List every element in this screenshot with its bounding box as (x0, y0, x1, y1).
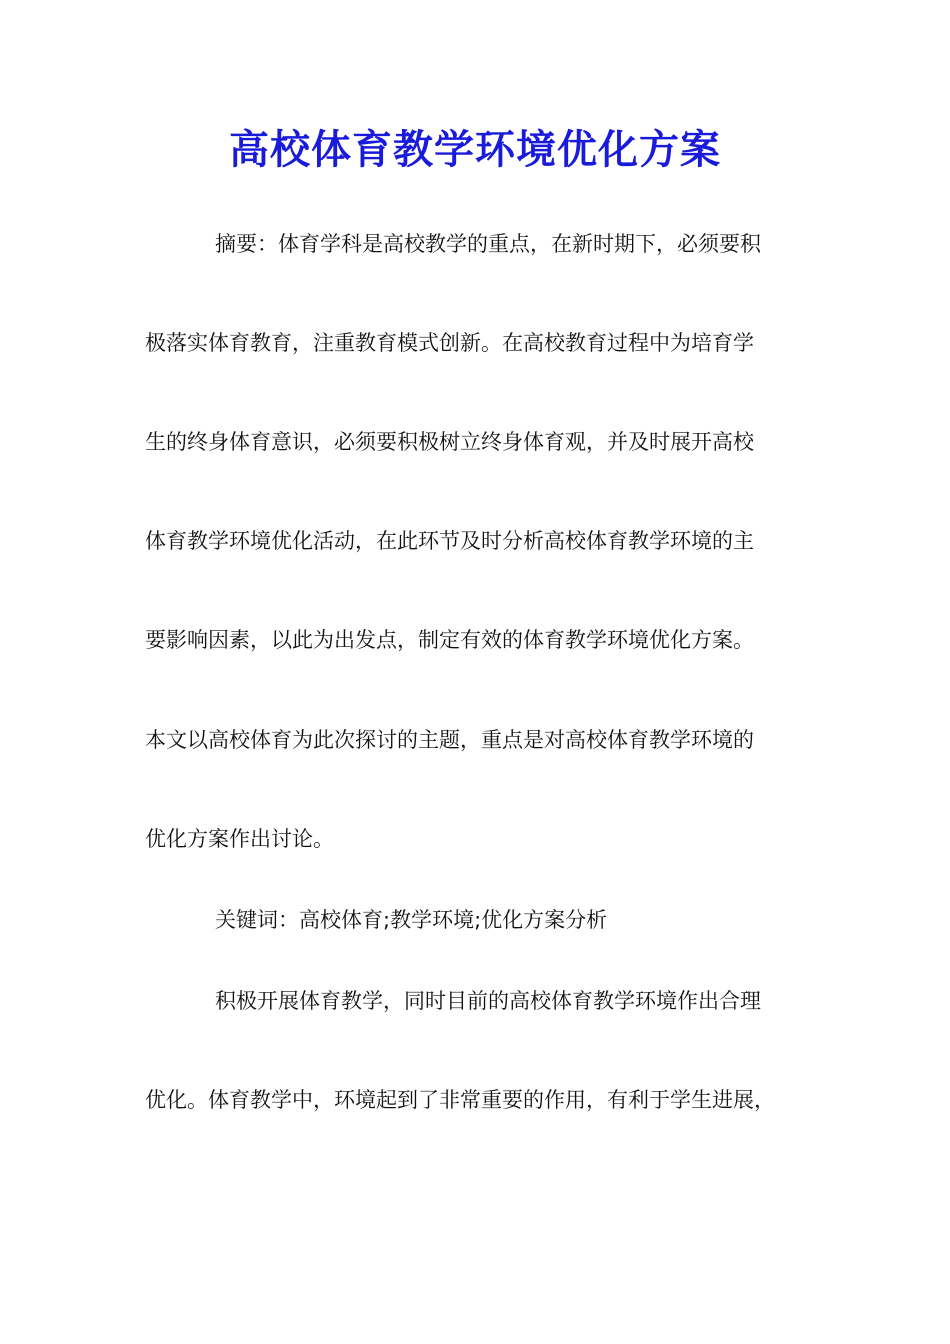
abstract-line-5: 要影响因素，以此为出发点，制定有效的体育教学环境优化方案。 (145, 628, 754, 652)
abstract-line-7: 优化方案作出讨论。 (145, 827, 334, 851)
abstract-line-2: 极落实体育教育，注重教育模式创新。在高校教育过程中为培育学 (145, 331, 754, 355)
abstract-line-4: 体育教学环境优化活动，在此环节及时分析高校体育教学环境的主 (145, 529, 754, 553)
document-title: 高校体育教学环境优化方案 (229, 126, 721, 173)
body-line-2: 优化。体育教学中，环境起到了非常重要的作用，有利于学生进展， (145, 1088, 775, 1112)
abstract-line-1: 摘要：体育学科是高校教学的重点，在新时期下，必须要积 (215, 232, 761, 256)
body-line-1: 积极开展体育教学，同时目前的高校体育教学环境作出合理 (215, 989, 761, 1013)
abstract-line-3: 生的终身体育意识，必须要积极树立终身体育观，并及时展开高校 (145, 430, 754, 454)
abstract-line-6: 本文以高校体育为此次探讨的主题，重点是对高校体育教学环境的 (145, 728, 754, 752)
keywords-line: 关键词：高校体育;教学环境;优化方案分析 (215, 908, 608, 932)
